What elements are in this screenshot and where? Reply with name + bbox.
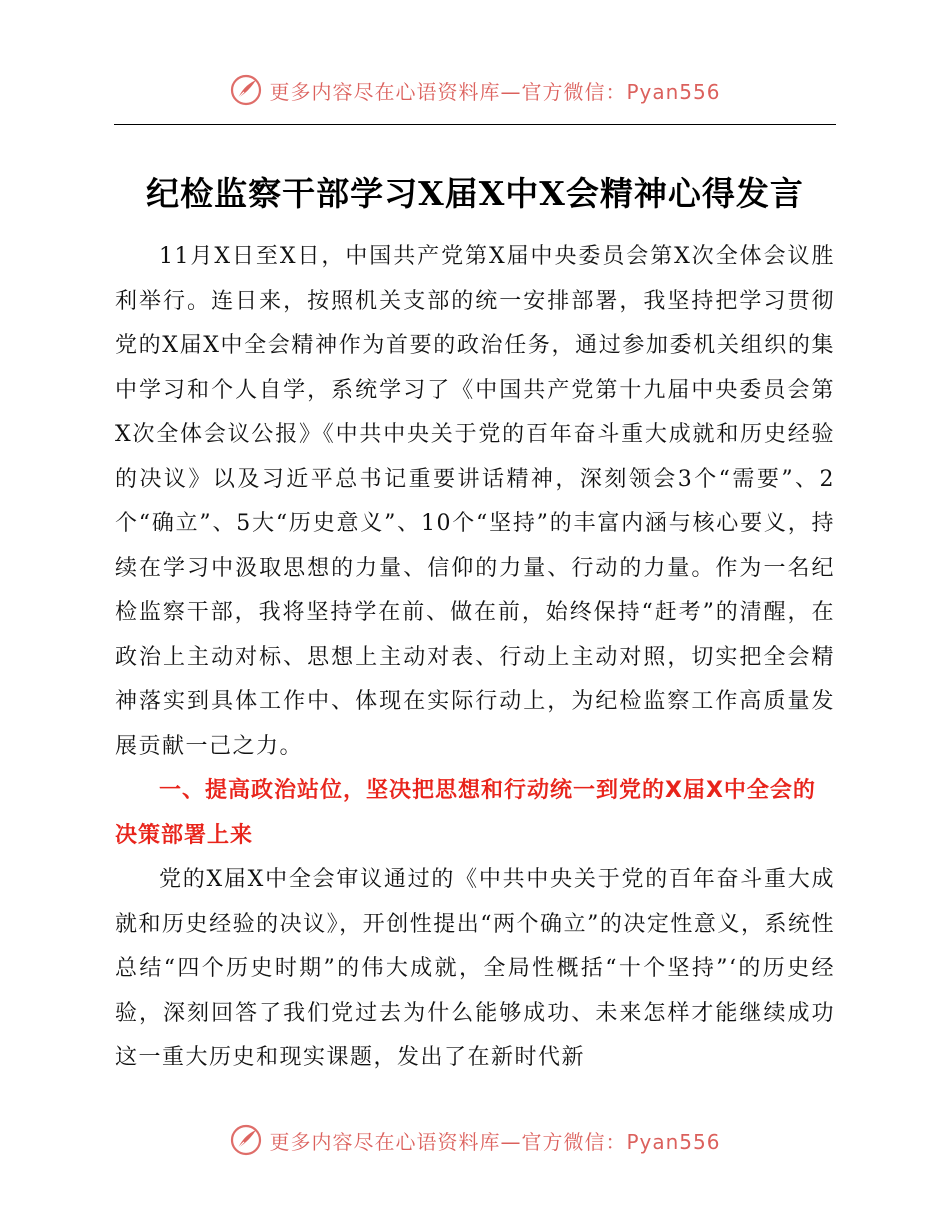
header-divider (114, 124, 836, 125)
body-paragraph: 党的X届X中全会审议通过的《中共中央关于党的百年奋斗重大成就和历史经验的决议》，开创性提出“两个确立”的决定性意义，系统性总结“四个历史时期”的伟大成就，全局性概括“十个坚持”‘的历史经验，深刻回答了我们党过去为什么能够成功、未来怎样才能继续成功这一重大历史和现实课题，发出了在新时代新 (115, 867, 835, 1070)
document-body (115, 235, 835, 1081)
body-paragraph: 11月X日至X日，中国共产党第X届中央委员会第X次全体会议胜利举行。连日来，按照机关支部的统一安排部署，我坚持把学习贯彻党的X届X中全会精神作为首要的政治任务，通过参加委机关组织的集中学习和个人自学，系统学习了《中国共产党第十九届中央委员会第X次全体会议公报》《中共中央关于党的百年奋斗重大成就和历史经验的决议》以及习近平总书记重要讲话精神，深刻领会3个“需要”、2个“确立”、5大“历史意义”、10个“坚持”的丰富内涵与核心要义，持续在学习中汲取思想的力量、信仰的力量、行动的力量。作为一名纪检监察干部，我将坚持学在前、做在前，始终保持“赶考”的清醒，在政治上主动对标、思想上主动对表、行动上主动对照，切实把全会精神落实到具体工作中、体现在实际行动上，为纪检监察工作高质量发展贡献一己之力。 (115, 244, 835, 759)
watermark-footer (0, 1120, 950, 1160)
section-heading: 一、提高政治站位，坚决把思想和行动统一到党的X届X中全会的决策部署上来 (115, 778, 816, 848)
watermark-header (0, 70, 950, 110)
watermark-text: 更多内容尽在心语资料库—官方微信：Pyan556 (269, 79, 721, 104)
feather-pen-logo-icon (229, 73, 263, 107)
feather-pen-logo-icon (229, 1123, 263, 1157)
document-title: 纪检监察干部学习X届X中X会精神心得发言 (146, 174, 804, 213)
watermark-text: 更多内容尽在心语资料库—官方微信：Pyan556 (269, 1129, 721, 1154)
